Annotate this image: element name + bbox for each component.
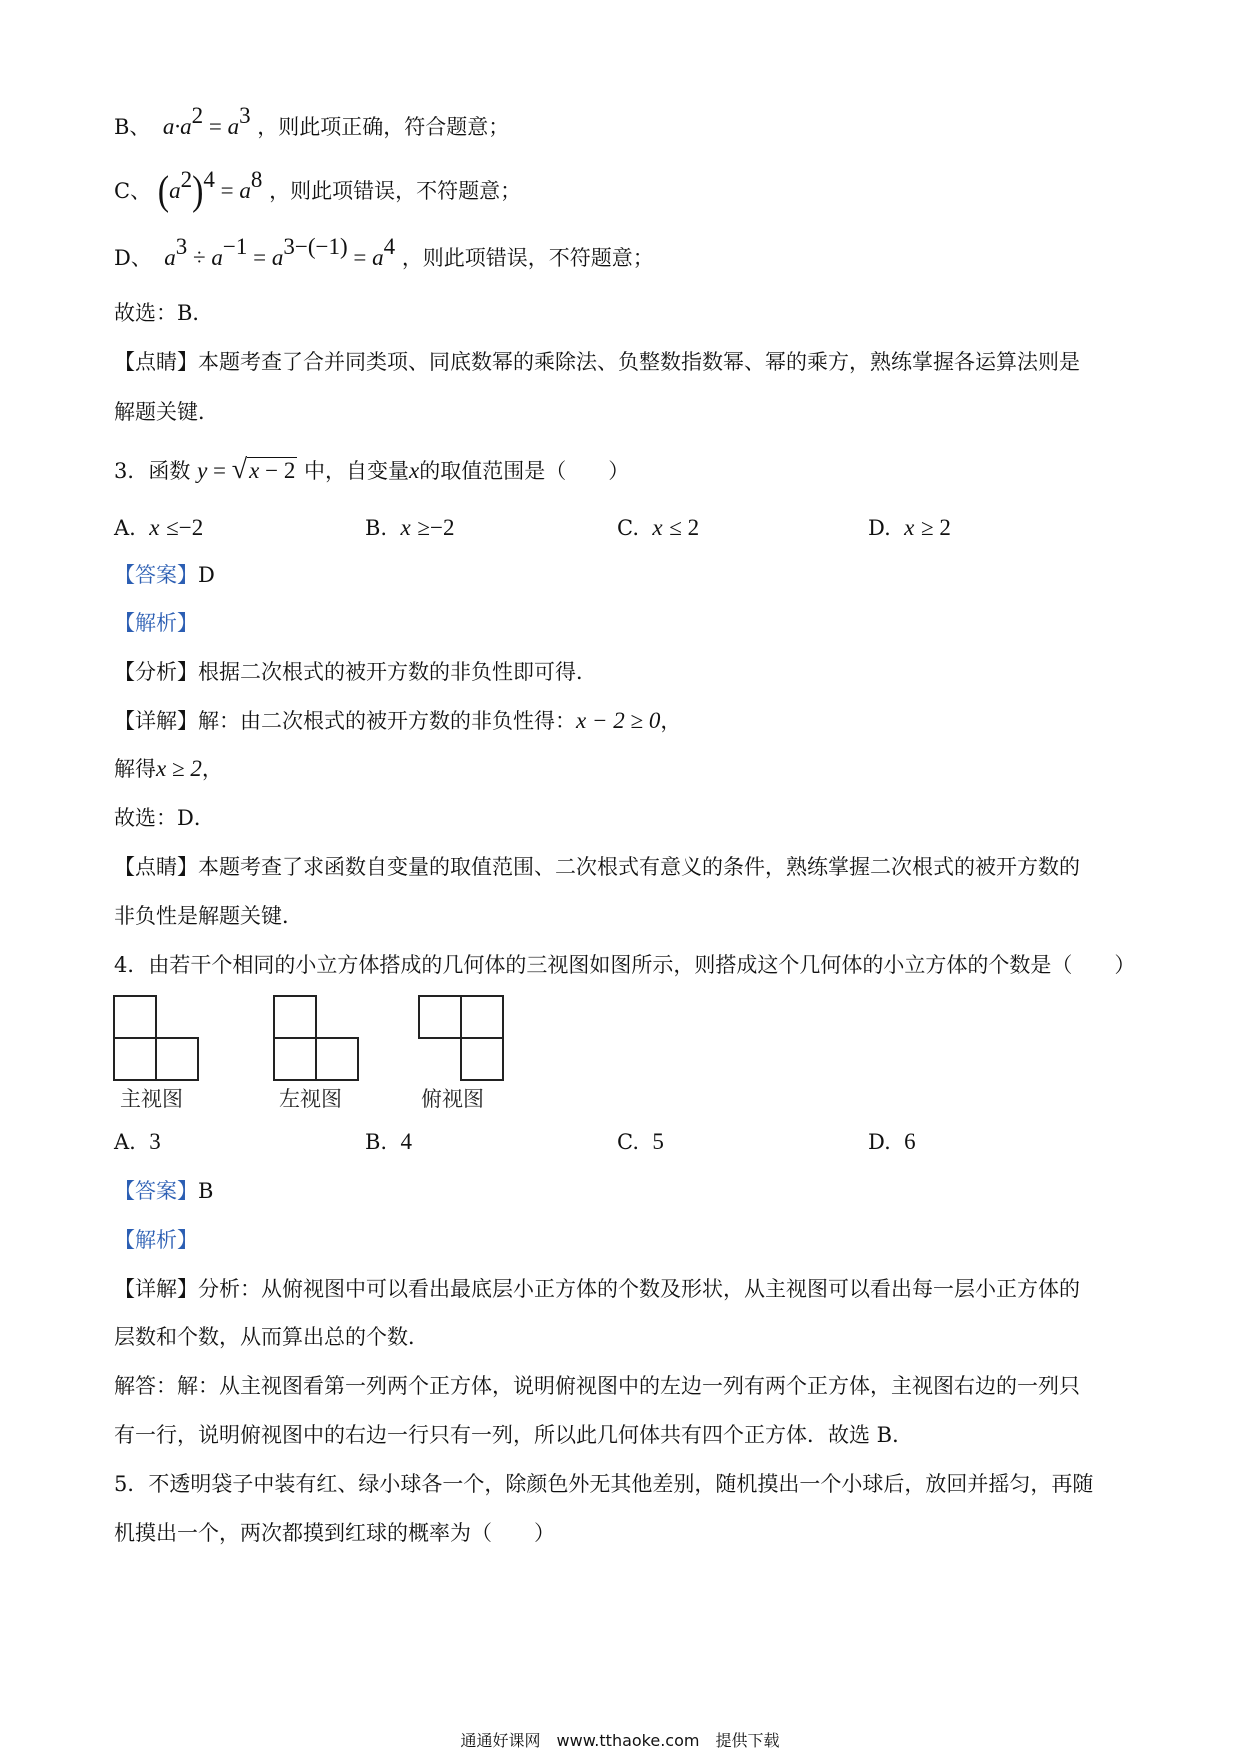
q3-prefix: 3．函数 [114, 459, 191, 483]
option-label: D. [868, 516, 891, 540]
q3-xiangjie-line [114, 706, 681, 736]
q4-option-d [868, 1127, 916, 1157]
q3-option-d [868, 513, 951, 543]
q3-suffix-b: 的取值范围是（ ） [419, 459, 630, 483]
option-variable: x [400, 515, 411, 540]
solution-formula: x ≥ 2 [156, 756, 202, 781]
answer-tag: 【答案】 [114, 1179, 198, 1203]
comma: ， [201, 757, 223, 781]
option-text: ≥−2 [417, 515, 455, 540]
label-b: B、 [114, 115, 151, 139]
option-variable: x [652, 515, 663, 540]
text-d: ，则此项错误，不符题意； [401, 246, 654, 270]
comment-1-line-2: 解题关键． [114, 400, 219, 424]
formula-b: $a\cdot a^2 = a^3$ [157, 103, 251, 139]
inequality-formula: x − 2 ≥ 0 [576, 708, 661, 733]
q4-analysis-tag: 【解析】 [114, 1228, 198, 1252]
left-view-label: 左视图 [279, 1087, 342, 1111]
q4-xiangjie-line-1 [114, 1274, 1080, 1304]
formula-c: $(a^2)^4 = a^8$ [157, 167, 263, 214]
q3-comment-line-2: 非负性是解题关键． [114, 904, 303, 928]
xiangjie-tag: 【详解】 [114, 1277, 198, 1301]
option-c-explanation [114, 167, 522, 214]
answer-value: D [198, 563, 215, 587]
comment-text: 本题考查了合并同类项、同底数幂的乘除法、负整数指数幂、幂的乘方，熟练掌握各运算法则是 [198, 350, 1080, 374]
formula-d: $a^3 \div a^{-1} = a^{3-(-1)} = a^4$ [158, 234, 396, 270]
option-label: D. [868, 1130, 891, 1154]
q4-jieda-line-2: 有一行，说明俯视图中的右边一行只有一列，所以此几何体共有四个正方体．故选 B． [114, 1423, 914, 1447]
option-label: B. [365, 516, 388, 540]
option-d-explanation [114, 234, 654, 273]
front-view-label: 主视图 [120, 1087, 183, 1111]
option-text: ≤ 2 [669, 515, 700, 540]
option-text: 5 [652, 1129, 664, 1154]
question-3-stem [114, 455, 629, 486]
fenxi-text: 根据二次根式的被开方数的非负性即可得． [198, 660, 597, 684]
choose-b-line: 故选：B． [114, 301, 214, 325]
q3-option-a [114, 513, 203, 543]
label-d: D、 [114, 246, 152, 270]
label-c: C、 [114, 179, 152, 203]
top-view-label: 俯视图 [421, 1087, 484, 1111]
option-label: C. [617, 1130, 639, 1154]
comment-tag: 【点睛】 [114, 350, 198, 374]
comment-text: 本题考查了求函数自变量的取值范围、二次根式有意义的条件，熟练掌握二次根式的被开方数的 [198, 855, 1080, 879]
option-text: 4 [400, 1129, 412, 1154]
q4-answer-line [114, 1176, 213, 1206]
option-b-explanation [114, 103, 510, 142]
comment-1-line-1 [114, 347, 1080, 377]
question-5-stem-line-1: 5．不透明袋子中装有红、绿小球各一个，除颜色外无其他差别，随机摸出一个小球后，放回并摇匀，再随 [114, 1472, 1094, 1496]
option-text: 6 [904, 1129, 916, 1154]
q4-option-a [114, 1127, 161, 1157]
option-text: ≤−2 [166, 515, 204, 540]
xiangjie-tag: 【详解】 [114, 709, 198, 733]
option-label: C. [617, 516, 639, 540]
q3-suffix-a: 中，自变量 [304, 459, 410, 483]
option-variable: x [149, 515, 160, 540]
fenxi-tag: 【分析】 [114, 660, 198, 684]
q4-option-c [617, 1127, 664, 1157]
answer-value: B [198, 1179, 214, 1203]
option-label: A. [114, 516, 136, 540]
front-view [114, 996, 198, 1080]
q3-answer-line [114, 560, 215, 590]
jiede-text: 解得 [114, 757, 156, 781]
xiangjie-text: 解：由二次根式的被开方数的非负性得： [198, 709, 576, 733]
comma: ， [660, 709, 682, 733]
option-variable: x [904, 515, 915, 540]
footer-source: 通通好课网 www.tthaoke.com 提供下载 [460, 1731, 780, 1750]
option-text: ≥ 2 [921, 515, 951, 540]
q3-fenxi-line [114, 657, 597, 687]
text-b: ，则此项正确，符合题意； [257, 115, 510, 139]
q3-variable: x [409, 458, 420, 483]
comment-tag: 【点睛】 [114, 855, 198, 879]
option-label: A. [114, 1130, 136, 1154]
xiangjie-text: 分析：从俯视图中可以看出最底层小正方体的个数及形状，从主视图可以看出每一层小正方体的 [198, 1277, 1080, 1301]
q3-option-b [365, 513, 454, 543]
question-5-stem-line-2: 机摸出一个，两次都摸到红球的概率为（ ） [114, 1521, 555, 1545]
text-c: ，则此项错误，不符题意； [269, 179, 522, 203]
q4-xiangjie-line-2: 层数和个数，从而算出总的个数． [114, 1325, 429, 1349]
q3-analysis-tag: 【解析】 [114, 611, 198, 635]
q3-option-c [617, 513, 699, 543]
option-label: B. [365, 1130, 388, 1154]
q4-option-b [365, 1127, 412, 1157]
question-4-stem: 4．由若干个相同的小立方体搭成的几何体的三视图如图所示，则搭成这个几何体的小立方体的个数是（ ） [114, 953, 1136, 977]
option-text: 3 [149, 1129, 161, 1154]
top-view [419, 996, 503, 1080]
left-view [274, 996, 358, 1080]
answer-tag: 【答案】 [114, 563, 198, 587]
q3-comment-line-1 [114, 852, 1080, 882]
q3-jiede-line [114, 754, 223, 784]
q3-choose-line: 故选：D． [114, 806, 215, 830]
q3-function-formula: y = √x − 2 [197, 454, 296, 485]
q4-jieda-line-1: 解答：解：从主视图看第一列两个正方体，说明俯视图中的左边一列有两个正方体，主视图右边的一列只 [114, 1374, 1080, 1398]
